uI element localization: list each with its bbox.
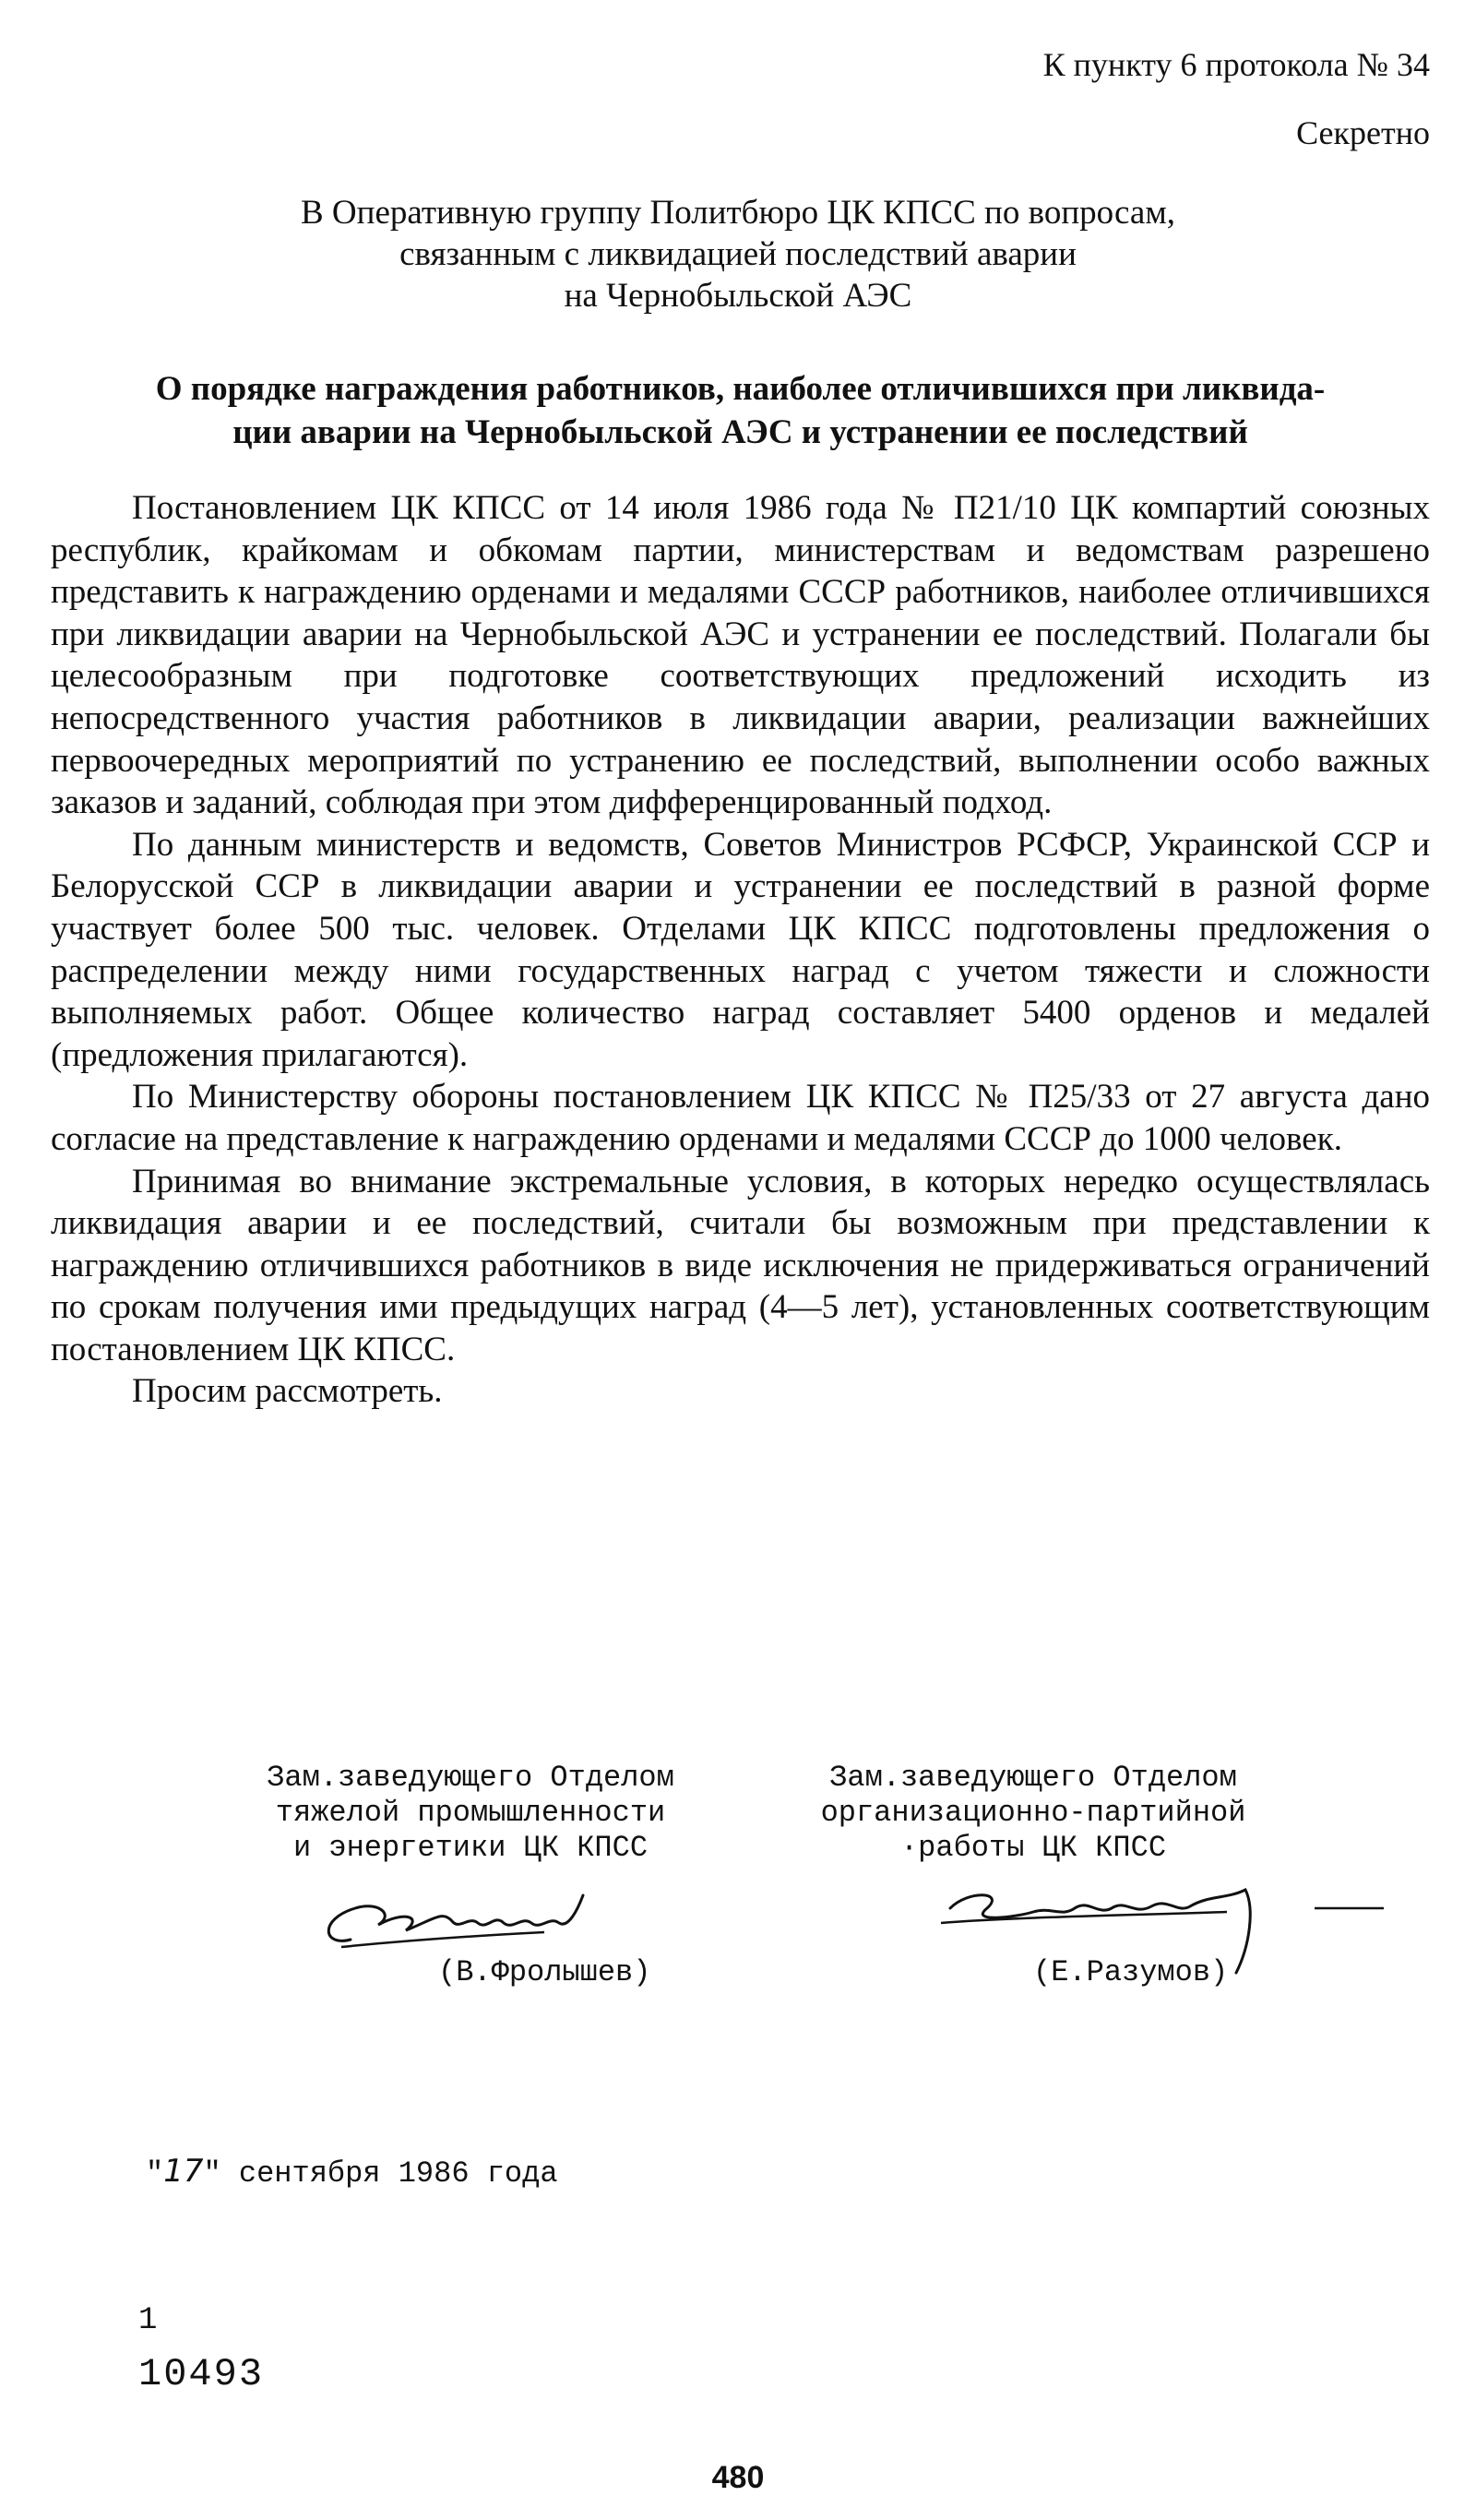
sheet-number: 1 (138, 2303, 158, 2338)
body-text (51, 487, 1430, 1413)
page-number: 480 (711, 2460, 765, 2495)
classification-mark: Секретно (1296, 114, 1430, 151)
addressee-line: на Чернобыльской АЭС (564, 277, 912, 315)
left-signature (314, 1882, 618, 1956)
signatory-title-line: Зам.заведующего Отделом (267, 1761, 674, 1795)
subject-heading (51, 367, 1430, 454)
protocol-reference: К пункту 6 протокола № 34 (1042, 46, 1430, 83)
signatory-title-line: ·работы ЦК КПСС (899, 1831, 1167, 1865)
right-signatory-name: (Е.Разумов) (1033, 1955, 1229, 1989)
right-signatory-title (784, 1761, 1282, 1866)
body-paragraph: Принимая во внимание экстремальные условия, в которых нередко осуществлялась ликвидация аварии и ее последствий, считали бы возможным при представлении к награждению отличившихся работников в виде исключения не придерживаться ограничений по срокам получения ими предыдущих наград (4—5 лет), установленных соответствующим постановлением ЦК КПСС. (51, 1162, 1430, 1368)
body-paragraph: По Министерству обороны постановлением ЦК КПСС № П25/33 от 27 августа дано согласие на представление к награждению орденами и медалями СССР до 1000 человек. (51, 1078, 1430, 1158)
body-paragraph: Постановлением ЦК КПСС от 14 июля 1986 года № П21/10 ЦК компартий союзных республик, крайкомам и обкомам партии, министерствам и ведомствам разрешено представить к награждению орденами и медалями СССР работников, наиболее отличившихся при ликвидации аварии на Чернобыльской АЭС и устранении ее последствий. Полагали бы целесообразным при подготовке соответствующих предложений исходить из непосредственного участия работников в ликвидации аварии, реализации важнейших первоочередных мероприятий по устранению ее последствий, выполнении особо важных заказов и заданий, соблюдая при этом дифференцированный подход. (51, 489, 1430, 822)
subject-line: ции аварии на Чернобыльской АЭС и устранении ее последствий (232, 413, 1248, 451)
registration-number: 10493 (138, 2352, 265, 2396)
date-day: 17 (163, 2153, 204, 2190)
date-text: сентября 1986 года (238, 2156, 558, 2191)
left-signatory-title (221, 1761, 720, 1866)
left-signatory-name: (В.Фролышев) (438, 1955, 651, 1989)
body-paragraph: По данным министерств и ведомств, Советов Министров РСФСР, Украинской ССР и Белорусской ССР в ликвидации аварии и устранении ее последствий в разной форме участвует более 500 тыс. человек. Отделами ЦК КПСС подготовлены предложения о распределении между ними государственных наград с учетом тяжести и сложности выполняемых работ. Общее количество наград составляет 5400 орденов и медалей (предложения прилагаются). (51, 825, 1430, 1074)
document-date: "17" сентября 1986 года (146, 2153, 558, 2191)
signatory-title-line: и энергетики ЦК КПСС (292, 1831, 649, 1865)
body-paragraph: Просим рассмотреть. (132, 1372, 443, 1411)
addressee-block (138, 192, 1338, 316)
signatory-title-line: Зам.заведующего Отделом (829, 1761, 1237, 1795)
addressee-line: связанным с ликвидацией последствий аварии (399, 235, 1077, 273)
subject-line: О порядке награждения работников, наиболее отличившихся при ликвида- (155, 370, 1326, 408)
signatory-title-line: организационно-партийной (820, 1796, 1246, 1830)
signatory-title-line: тяжелой промышленности (275, 1796, 666, 1830)
addressee-line: В Оперативную группу Политбюро ЦК КПСС по вопросам, (301, 194, 1175, 232)
